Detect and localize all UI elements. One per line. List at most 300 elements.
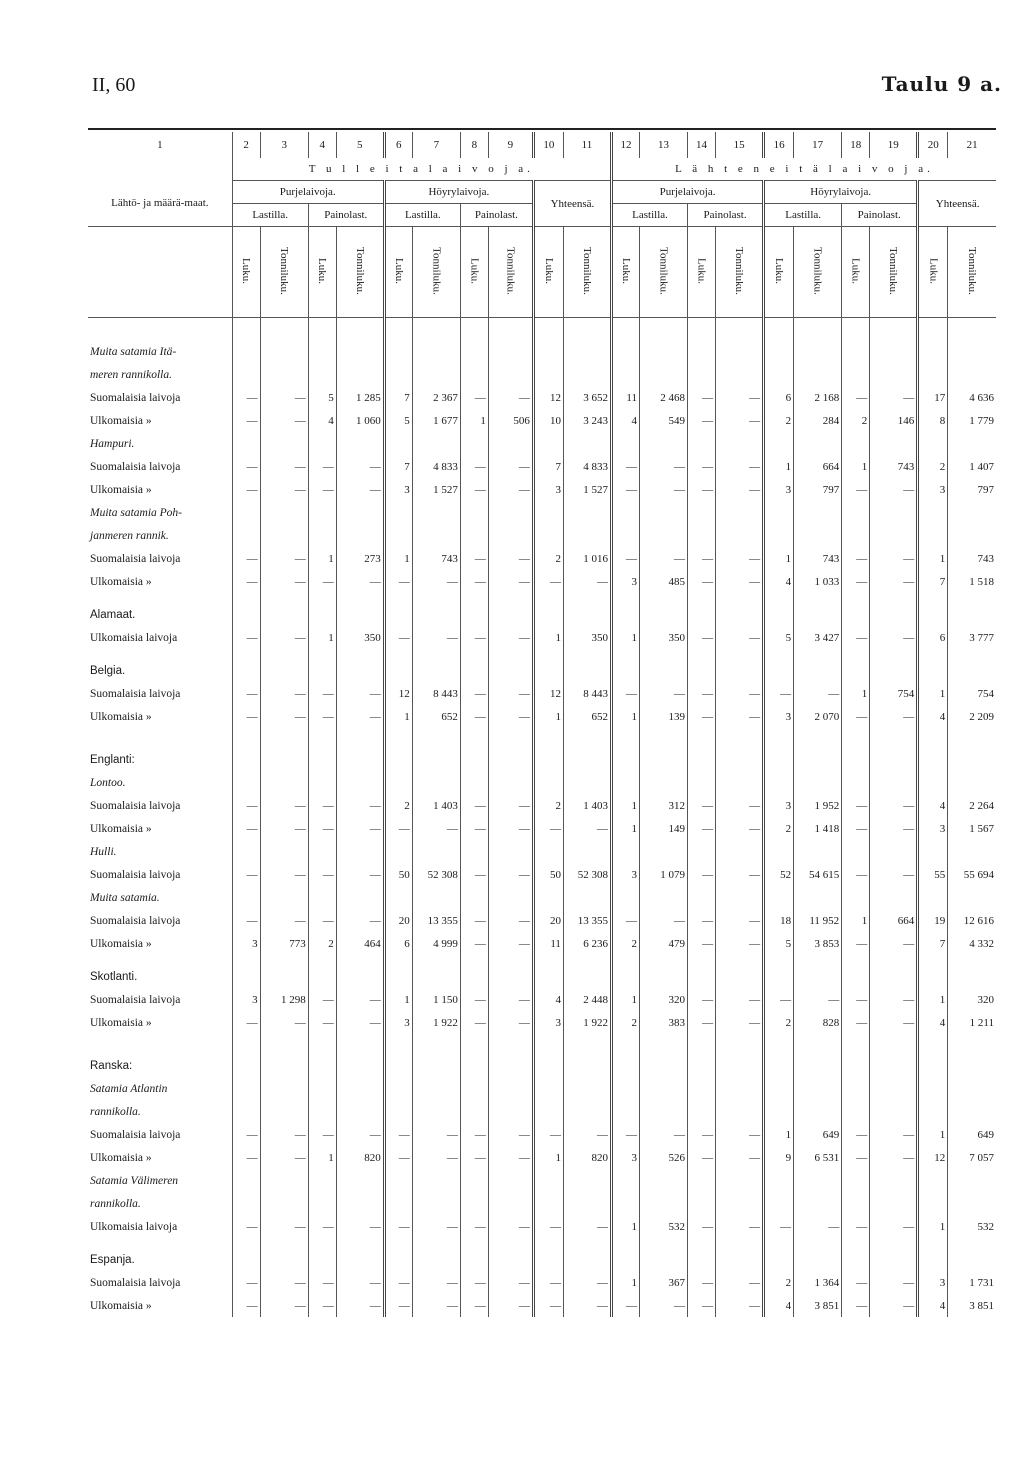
count-cell: —	[460, 570, 488, 593]
count-cell: 18	[764, 909, 794, 932]
empty-cell	[688, 318, 716, 341]
empty-cell	[488, 738, 533, 748]
empty-cell	[336, 840, 384, 863]
empty-cell	[688, 603, 716, 626]
empty-cell	[384, 659, 412, 682]
empty-cell	[870, 728, 918, 738]
top-rule	[88, 128, 996, 130]
empty-cell	[533, 501, 563, 524]
count-cell: —	[688, 1011, 716, 1034]
empty-cell	[688, 1044, 716, 1054]
empty-cell	[412, 1054, 460, 1077]
empty-cell	[336, 1192, 384, 1215]
count-cell: —	[460, 794, 488, 817]
empty-cell	[232, 886, 260, 909]
tonnage-cell: 350	[640, 626, 688, 649]
count-cell: —	[533, 1215, 563, 1238]
empty-cell	[412, 1192, 460, 1215]
empty-cell	[563, 748, 611, 771]
empty-cell	[948, 886, 996, 909]
tonnage-cell: 532	[977, 1220, 994, 1233]
tonnage-cell: 1 298	[260, 988, 308, 1011]
empty-cell	[611, 1192, 639, 1215]
count-cell: 2	[764, 1011, 794, 1034]
group-label: rannikolla.	[88, 1100, 232, 1123]
group-label: Espanja.	[88, 1248, 232, 1271]
tonnage-cell: 2 448	[563, 988, 611, 1011]
count-cell: 2	[611, 1011, 639, 1034]
count-cell: —	[688, 547, 716, 570]
origin-heading: Lähtö- ja määrä-maat.	[88, 181, 232, 227]
tonnage-cell: 3 777	[969, 631, 994, 644]
empty-cell	[870, 1169, 918, 1192]
empty-cell	[412, 593, 460, 603]
empty-cell	[794, 1238, 842, 1248]
empty-cell	[794, 771, 842, 794]
empty-cell	[794, 886, 842, 909]
empty-cell	[336, 340, 384, 363]
empty-cell	[716, 432, 764, 455]
row-label: Ulkomaisia »	[88, 478, 232, 501]
tonnage-cell: —	[870, 570, 918, 593]
table-row	[88, 863, 996, 886]
tonnage-cell: —	[260, 455, 308, 478]
empty-cell	[688, 1192, 716, 1215]
empty-cell	[611, 524, 639, 547]
page-number: II, 60	[92, 74, 136, 96]
tonnage-cell: —	[488, 1123, 533, 1146]
tonnage-heading	[640, 227, 688, 318]
empty-cell	[716, 1044, 764, 1054]
tonnage-cell: —	[336, 478, 384, 501]
tonnage-cell: 1 033	[794, 570, 842, 593]
tonnage-cell: —	[716, 1146, 764, 1169]
empty-cell	[308, 649, 336, 659]
group-label: rannikolla.	[88, 1192, 232, 1215]
empty-cell	[716, 1192, 764, 1215]
tonnage-heading	[412, 227, 460, 318]
count-cell: —	[460, 547, 488, 570]
empty-cell	[764, 1238, 794, 1248]
empty-cell	[918, 1077, 948, 1100]
tonnage-cell: 350	[563, 626, 611, 649]
tonnage-cell: —	[716, 386, 764, 409]
tonnage-cell: —	[412, 1146, 460, 1169]
empty-cell	[918, 1044, 948, 1054]
tonnage-cell: 664	[794, 455, 842, 478]
empty-cell	[336, 501, 384, 524]
tonnage-cell: —	[488, 794, 533, 817]
empty-cell	[640, 840, 688, 863]
empty-cell	[336, 1044, 384, 1054]
count-cell: —	[611, 682, 639, 705]
empty-cell	[412, 649, 460, 659]
tonnage-cell: —	[716, 682, 764, 705]
count-cell: 3	[533, 478, 563, 501]
empty-cell	[842, 649, 870, 659]
empty-cell	[870, 738, 918, 748]
empty-cell	[948, 1238, 996, 1248]
empty-cell	[688, 886, 716, 909]
empty-cell	[688, 965, 716, 988]
count-cell: 4	[611, 409, 639, 432]
empty-cell	[232, 524, 260, 547]
empty-cell	[640, 659, 688, 682]
empty-cell	[412, 1034, 460, 1044]
empty-cell	[232, 363, 260, 386]
tonnage-cell: 532	[640, 1215, 688, 1238]
empty-cell	[384, 886, 412, 909]
empty-cell	[918, 363, 948, 386]
empty-cell	[764, 318, 794, 341]
tonnage-cell: 8 443	[412, 682, 460, 705]
empty-cell	[308, 840, 336, 863]
tonnage-label: Tonniluku.	[657, 246, 670, 295]
empty-cell	[488, 955, 533, 965]
empty-cell	[336, 965, 384, 988]
empty-cell	[794, 363, 842, 386]
empty-cell	[232, 1248, 260, 1271]
empty-cell	[716, 649, 764, 659]
empty-cell	[488, 1192, 533, 1215]
empty-cell	[716, 886, 764, 909]
count-cell: 1	[384, 988, 412, 1011]
row-label: Suomalaisia laivoja	[88, 547, 232, 570]
empty-cell	[611, 363, 639, 386]
tonnage-cell: 2 468	[640, 386, 688, 409]
empty-cell	[308, 1248, 336, 1271]
tonnage-cell: 55 694	[963, 868, 994, 881]
empty-cell	[716, 728, 764, 738]
count-cell: —	[688, 409, 716, 432]
empty-cell	[488, 1077, 533, 1100]
count-cell: —	[460, 626, 488, 649]
tonnage-label: Tonniluku.	[430, 246, 443, 295]
empty-cell	[870, 1192, 918, 1215]
empty-cell	[688, 728, 716, 738]
tonnage-cell: —	[870, 478, 918, 501]
count-cell: —	[688, 909, 716, 932]
empty-cell	[488, 318, 533, 341]
tonnage-cell: —	[716, 909, 764, 932]
tonnage-cell: —	[716, 1215, 764, 1238]
empty-cell	[412, 955, 460, 965]
count-cell: 3	[918, 478, 948, 501]
count-cell: 55	[918, 863, 948, 886]
table-row	[88, 570, 996, 593]
empty-cell	[460, 1238, 488, 1248]
empty-cell	[918, 432, 948, 455]
empty-cell	[611, 649, 639, 659]
empty-cell	[384, 738, 412, 748]
empty-cell	[611, 1169, 639, 1192]
group-label: janmeren rannik.	[88, 524, 232, 547]
empty-cell	[918, 340, 948, 363]
empty-cell	[533, 748, 563, 771]
empty-cell	[870, 1054, 918, 1077]
count-cell: 2	[764, 1271, 794, 1294]
empty-cell	[794, 738, 842, 748]
tonnage-cell: 743	[412, 547, 460, 570]
empty-cell	[308, 738, 336, 748]
empty-cell	[640, 340, 688, 363]
col-number: 6	[384, 132, 412, 158]
empty-cell	[88, 227, 232, 318]
empty-cell	[640, 771, 688, 794]
tonnage-cell: —	[336, 909, 384, 932]
empty-cell	[716, 524, 764, 547]
tonnage-cell: 4 833	[412, 455, 460, 478]
count-cell: 7	[384, 455, 412, 478]
group-heading-row	[88, 1192, 996, 1215]
tonnage-cell: 3 851	[969, 1299, 994, 1312]
empty-cell	[794, 1034, 842, 1044]
count-cell: —	[611, 547, 639, 570]
group-label: Hampuri.	[88, 432, 232, 455]
tonnage-cell: 139	[640, 705, 688, 728]
empty-cell	[688, 1169, 716, 1192]
empty-cell	[260, 1192, 308, 1215]
count-cell: —	[460, 1123, 488, 1146]
count-cell: 7	[384, 386, 412, 409]
empty-cell	[336, 603, 384, 626]
col-number: 12	[611, 132, 639, 158]
empty-cell	[842, 1169, 870, 1192]
tonnage-cell: 54 615	[794, 863, 842, 886]
row-label: Suomalaisia laivoja	[88, 794, 232, 817]
row-label: Suomalaisia laivoja	[88, 988, 232, 1011]
tonnage-cell: 1 060	[336, 409, 384, 432]
tonnage-heading	[794, 227, 842, 318]
tonnage-cell: 12 616	[963, 914, 994, 927]
group-label: Belgia.	[88, 659, 232, 682]
tonnage-cell: —	[336, 1294, 384, 1317]
group-label: Lontoo.	[88, 771, 232, 794]
group-heading-row	[88, 363, 996, 386]
tonnage-cell: 743	[870, 455, 918, 478]
tonnage-cell: —	[336, 817, 384, 840]
count-cell: 1	[308, 547, 336, 570]
empty-cell	[384, 593, 412, 603]
empty-cell	[794, 1169, 842, 1192]
empty-cell	[640, 1100, 688, 1123]
tonnage-cell: —	[716, 478, 764, 501]
empty-cell	[611, 1054, 639, 1077]
count-cell: 7	[918, 570, 948, 593]
tonnage-cell: —	[260, 547, 308, 570]
count-cell: 1	[384, 705, 412, 728]
empty-cell	[948, 1248, 996, 1271]
empty-cell	[488, 524, 533, 547]
tonnage-cell: —	[260, 570, 308, 593]
empty-cell	[611, 659, 639, 682]
tonnage-cell: —	[488, 1215, 533, 1238]
empty-cell	[948, 524, 996, 547]
empty-cell	[842, 1077, 870, 1100]
group-heading-row	[88, 524, 996, 547]
empty-cell	[870, 603, 918, 626]
empty-cell	[232, 659, 260, 682]
count-cell: 7	[918, 932, 948, 955]
tonnage-cell: 6 236	[563, 932, 611, 955]
row-label: Ulkomaisia »	[88, 1011, 232, 1034]
empty-cell	[870, 1248, 918, 1271]
empty-cell	[842, 1044, 870, 1054]
empty-cell	[336, 955, 384, 965]
tonnage-cell: —	[488, 626, 533, 649]
empty-cell	[232, 1077, 260, 1100]
empty-cell	[794, 748, 842, 771]
empty-cell	[688, 1077, 716, 1100]
tonnage-cell: —	[716, 863, 764, 886]
empty-cell	[764, 340, 794, 363]
empty-cell	[640, 1238, 688, 1248]
table-row	[88, 1011, 996, 1034]
tonnage-cell: 350	[336, 626, 384, 649]
group-heading-row	[88, 659, 996, 682]
empty-cell	[336, 771, 384, 794]
count-cell: —	[460, 705, 488, 728]
empty-cell	[563, 340, 611, 363]
count-cell: 3	[611, 1146, 639, 1169]
tonnage-cell: 146	[870, 409, 918, 432]
tonnage-cell: —	[716, 547, 764, 570]
empty-cell	[260, 1248, 308, 1271]
tonnage-label: Tonniluku.	[580, 246, 593, 295]
empty-cell	[948, 363, 996, 386]
empty-cell	[232, 593, 260, 603]
empty-cell	[764, 501, 794, 524]
tonnage-cell: —	[640, 1294, 688, 1317]
empty-cell	[384, 501, 412, 524]
tonnage-cell: 1 150	[412, 988, 460, 1011]
count-cell: —	[384, 1123, 412, 1146]
empty-cell	[716, 771, 764, 794]
empty-cell	[918, 659, 948, 682]
empty-cell	[412, 603, 460, 626]
count-cell: —	[688, 1271, 716, 1294]
empty-cell	[336, 432, 384, 455]
count-cell: 12	[533, 682, 563, 705]
count-cell: —	[611, 455, 639, 478]
count-cell: —	[688, 455, 716, 478]
row-label: Suomalaisia laivoja	[88, 682, 232, 705]
empty-cell	[716, 1077, 764, 1100]
tonnage-cell: —	[260, 863, 308, 886]
tonnage-cell: 820	[336, 1146, 384, 1169]
empty-cell	[308, 1034, 336, 1044]
empty-cell	[688, 1100, 716, 1123]
empty-cell	[384, 318, 412, 341]
count-cell: —	[308, 794, 336, 817]
col-number: 17	[794, 132, 842, 158]
empty-cell	[260, 603, 308, 626]
tonnage-cell: 1 922	[563, 1011, 611, 1034]
count-heading	[842, 227, 870, 318]
empty-cell	[488, 1100, 533, 1123]
empty-cell	[764, 593, 794, 603]
tonnage-cell: —	[794, 682, 842, 705]
count-label: Luku.	[240, 257, 253, 284]
empty-cell	[611, 501, 639, 524]
count-cell: —	[232, 1215, 260, 1238]
group-label: Muita satamia Itä-	[88, 340, 232, 363]
count-cell: 7	[533, 455, 563, 478]
empty-cell	[563, 1169, 611, 1192]
empty-cell	[918, 501, 948, 524]
tonnage-cell: 1 677	[412, 409, 460, 432]
tonnage-label: Tonniluku.	[278, 246, 291, 295]
table-row	[88, 547, 996, 570]
tonnage-cell: —	[794, 988, 842, 1011]
tonnage-cell: 1 407	[969, 460, 994, 473]
count-cell: —	[842, 1123, 870, 1146]
count-cell: 20	[384, 909, 412, 932]
tonnage-cell: —	[336, 455, 384, 478]
empty-cell	[260, 501, 308, 524]
empty-cell	[764, 649, 794, 659]
table-title: Taulu 9 a.	[881, 72, 1002, 96]
empty-cell	[870, 340, 918, 363]
tonnage-cell: —	[260, 1146, 308, 1169]
tonnage-cell: —	[563, 570, 611, 593]
empty-cell	[88, 955, 232, 965]
empty-cell	[842, 965, 870, 988]
empty-cell	[794, 1044, 842, 1054]
tonnage-cell: —	[870, 1294, 918, 1317]
count-cell: —	[460, 817, 488, 840]
count-label: Luku.	[619, 257, 632, 284]
empty-cell	[764, 1100, 794, 1123]
empty-cell	[918, 1192, 948, 1215]
empty-cell	[336, 748, 384, 771]
empty-cell	[308, 340, 336, 363]
empty-cell	[88, 1034, 232, 1044]
tonnage-cell: —	[488, 817, 533, 840]
empty-cell	[260, 840, 308, 863]
empty-cell	[336, 886, 384, 909]
empty-cell	[260, 728, 308, 738]
count-cell: 5	[764, 932, 794, 955]
count-cell: 2	[308, 932, 336, 955]
empty-cell	[232, 1044, 260, 1054]
tonnage-cell: —	[563, 817, 611, 840]
count-cell: 2	[764, 409, 794, 432]
empty-cell	[640, 432, 688, 455]
count-cell: 4	[764, 570, 794, 593]
empty-cell	[232, 1169, 260, 1192]
tonnage-cell: —	[336, 570, 384, 593]
table-row	[88, 682, 996, 705]
empty-cell	[460, 728, 488, 738]
empty-cell	[611, 1100, 639, 1123]
tonnage-cell: —	[488, 1146, 533, 1169]
tonnage-cell: —	[336, 1271, 384, 1294]
count-cell: —	[460, 932, 488, 955]
empty-cell	[563, 771, 611, 794]
col-number: 5	[336, 132, 384, 158]
empty-cell	[918, 1100, 948, 1123]
tonnage-cell: —	[640, 1123, 688, 1146]
count-cell: —	[308, 863, 336, 886]
empty-cell	[716, 1034, 764, 1044]
empty-cell	[764, 738, 794, 748]
empty-cell	[533, 1169, 563, 1192]
empty-cell	[870, 501, 918, 524]
group-heading-row	[88, 771, 996, 794]
tonnage-cell: —	[260, 909, 308, 932]
empty-cell	[688, 363, 716, 386]
